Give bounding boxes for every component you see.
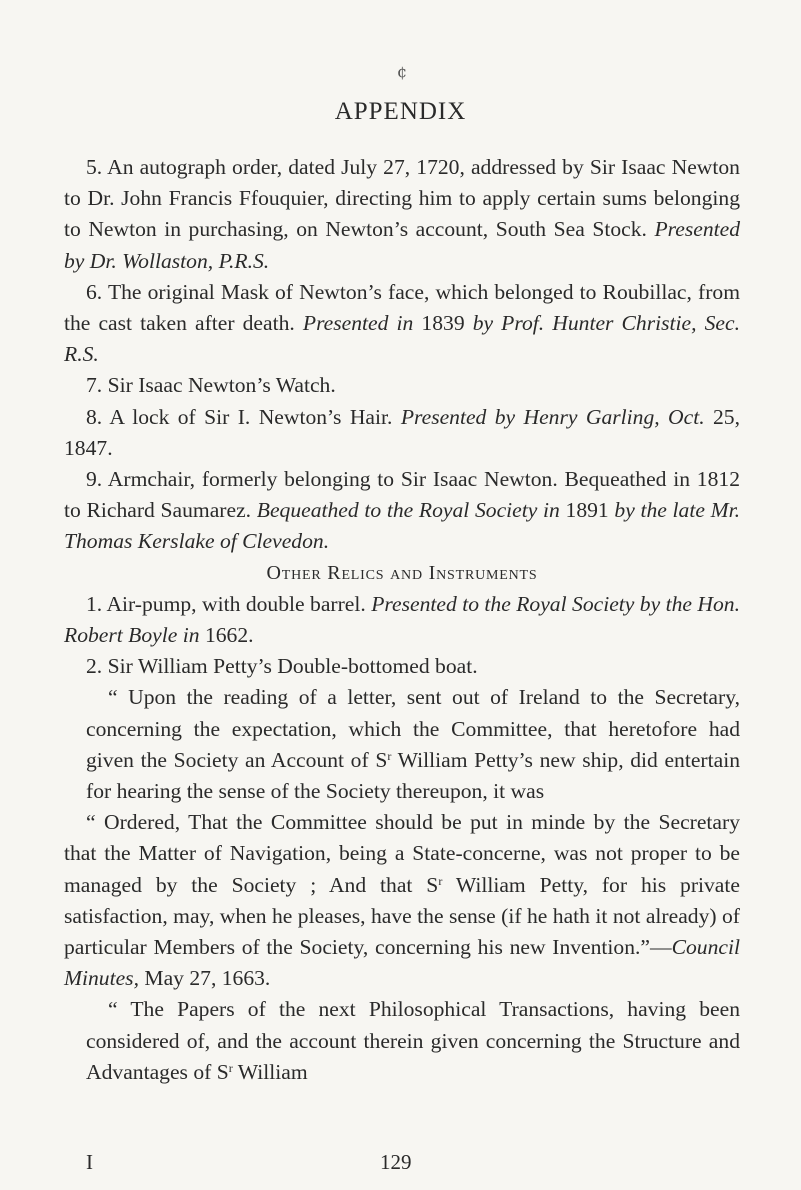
running-header: APPENDIX [334, 98, 467, 125]
quote-paragraph: “ The Papers of the next Philosophical Transactions, having been considered of, and the account therein given concerning the Structure and Advantages of $S^r$ William [86, 997, 740, 1084]
page-body [64, 152, 740, 1088]
signature-mark: I [86, 1150, 93, 1174]
quote-paragraph: “ Ordered, That the Committee should be put in minde by the Secretary that the Matter of Navigation, being a State-concerne, was not proper to be managed by the Society ; And that $S^r$ William Petty, for his private satisfaction, may, when he pleases, have the sense (if he hath it not already) of particular Members of the Society, concerning his new Invention.”—Council Minutes, May 27, 1663. [64, 810, 740, 991]
page-number: 129 [380, 1150, 412, 1174]
printer-mark: ¢ [397, 62, 408, 81]
list-item: 1. Air-pump, with double barrel. Presented to the Royal Society by the Hon. Robert Boyle in 1662. [64, 591, 740, 648]
list-item: 5. An autograph order, dated July 27, 1720, addressed by Sir Isaac Newton to Dr. John Francis Ffouquier, directing him to apply certain sums belonging to Newton in purchasing, on Newton’s account, South Sea Stock. Presented by Dr. Wollaston, P.R.S. [64, 155, 740, 273]
list-item: 7. Sir Isaac Newton’s Watch. [86, 373, 336, 398]
quote-paragraph: “ Upon the reading of a letter, sent out of Ireland to the Secretary, concerning the expectation, which the Committee, that heretofore had given the Society an Account of $S^r$ William Petty’s new ship, did entertain for hearing the sense of the Society thereupon, it was [86, 685, 741, 804]
list-item: 8. A lock of Sir I. Newton’s Hair. Presented by Henry Garling, Oct. 25, 1847. [64, 404, 740, 460]
list-item: 2. Sir William Petty’s Double-bottomed boat. [86, 654, 478, 679]
list-item: 9. Armchair, formerly belonging to Sir Isaac Newton. Bequeathed in 1812 to Richard Saumarez. Bequeathed to the Royal Society in 1891 by the late Mr. Thomas Kerslake of Clevedon. [64, 467, 741, 554]
list-item: 6. The original Mask of Newton’s face, which belonged to Roubillac, from the cast taken after death. Presented in 1839 by Prof. Hunter Christie, Sec. R.S. [64, 279, 740, 367]
section-title: Other Relics and Instruments [266, 561, 538, 584]
